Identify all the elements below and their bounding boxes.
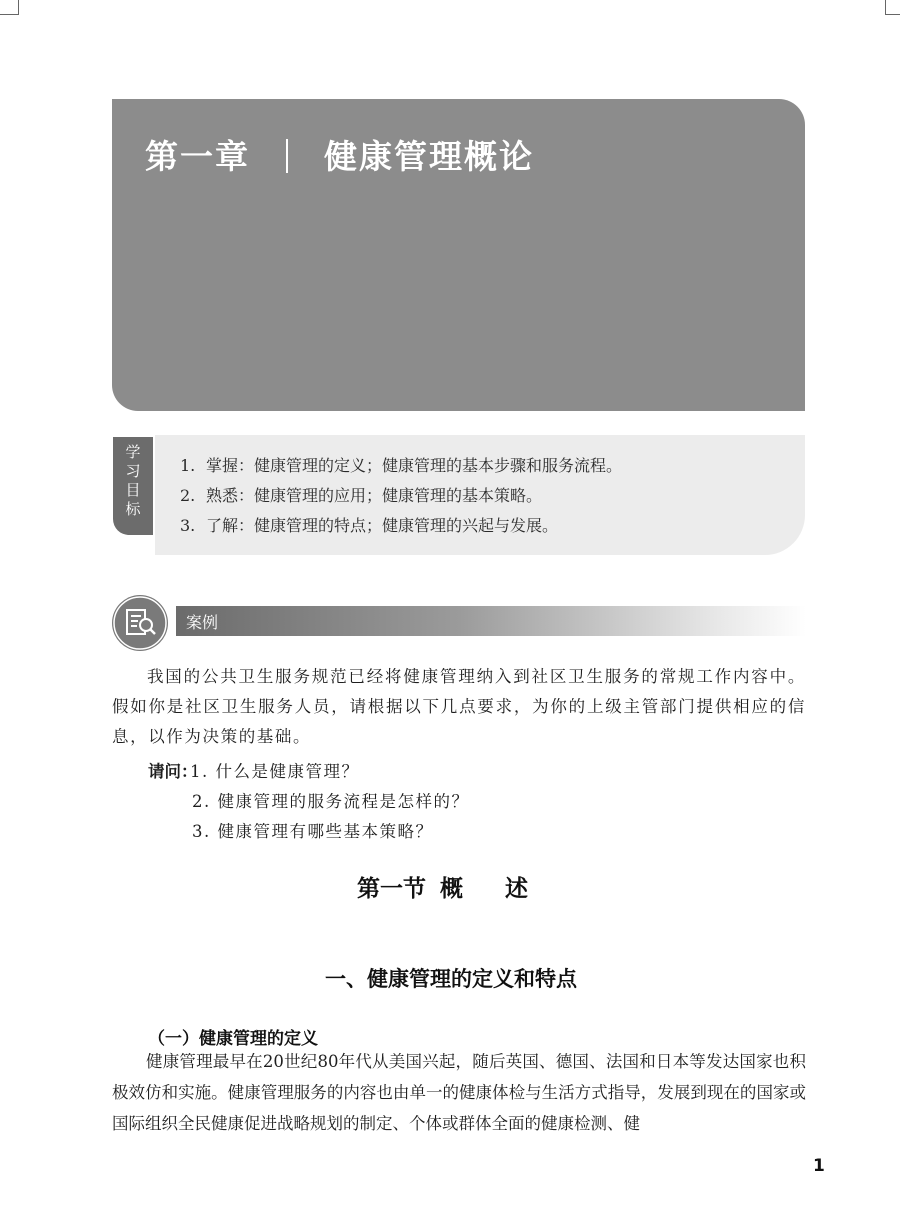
goal-text: 熟悉：健康管理的应用；健康管理的基本策略。 bbox=[206, 486, 543, 505]
learning-goal-item bbox=[180, 451, 622, 481]
chapter-title: 健康管理概论 bbox=[324, 137, 534, 176]
case-label: 案例 bbox=[186, 613, 219, 632]
section-title-char: 述 bbox=[505, 876, 528, 902]
question-item: 2. 健康管理的服务流程是怎样的？ bbox=[192, 792, 470, 811]
learning-goals-tab bbox=[113, 437, 153, 535]
case-study-icon bbox=[112, 595, 168, 651]
question-item: 1. 什么是健康管理？ bbox=[190, 762, 360, 781]
goal-text: 掌握：健康管理的定义；健康管理的基本步骤和服务流程。 bbox=[206, 456, 623, 475]
learning-goal-item bbox=[180, 481, 622, 511]
body-paragraph: 健康管理最早在20世纪80年代从美国兴起，随后英国、德国、法国和日本等发达国家也积极效仿和实施。健康管理服务的内容也由单一的健康体检与生活方式指导，发展到现在的国家或国际组织全民健康促进战略规划的制定、个体或群体全面的健康检测、健 bbox=[112, 1052, 806, 1133]
chapter-number: 第一章 bbox=[145, 137, 250, 176]
section-title-char: 概 bbox=[440, 876, 463, 902]
case-header-bar bbox=[176, 606, 806, 636]
learning-goals-box bbox=[155, 435, 805, 555]
section-label: 第一节 bbox=[357, 876, 426, 902]
page-number: 1 bbox=[813, 1156, 825, 1176]
chapter-divider bbox=[286, 139, 288, 173]
crop-mark-top-left bbox=[0, 0, 19, 15]
subsection-title: 一、健康管理的定义和特点 bbox=[325, 967, 577, 991]
section-title bbox=[357, 870, 528, 903]
case-text: 我国的公共卫生服务规范已经将健康管理纳入到社区卫生服务的常规工作内容中。假如你是社区卫生服务人员，请根据以下几点要求，为你的上级主管部门提供相应的信息，以作为决策的基础。 bbox=[112, 667, 806, 746]
question-item: 3. 健康管理有哪些基本策略？ bbox=[192, 822, 434, 841]
question-label: 请问： bbox=[148, 762, 198, 781]
learning-goals-list bbox=[180, 451, 622, 541]
learning-goals-tab-label: 学 习 目 标 bbox=[125, 443, 141, 518]
subsubsection-title: （一）健康管理的定义 bbox=[148, 1029, 318, 1049]
goal-number: 1. bbox=[180, 456, 196, 475]
crop-mark-top-right bbox=[885, 0, 900, 15]
goal-number: 2. bbox=[180, 486, 196, 505]
goal-number: 3. bbox=[180, 516, 196, 535]
goal-text: 了解：健康管理的特点；健康管理的兴起与发展。 bbox=[206, 516, 559, 535]
learning-goal-item bbox=[180, 511, 622, 541]
chapter-banner bbox=[112, 99, 805, 411]
